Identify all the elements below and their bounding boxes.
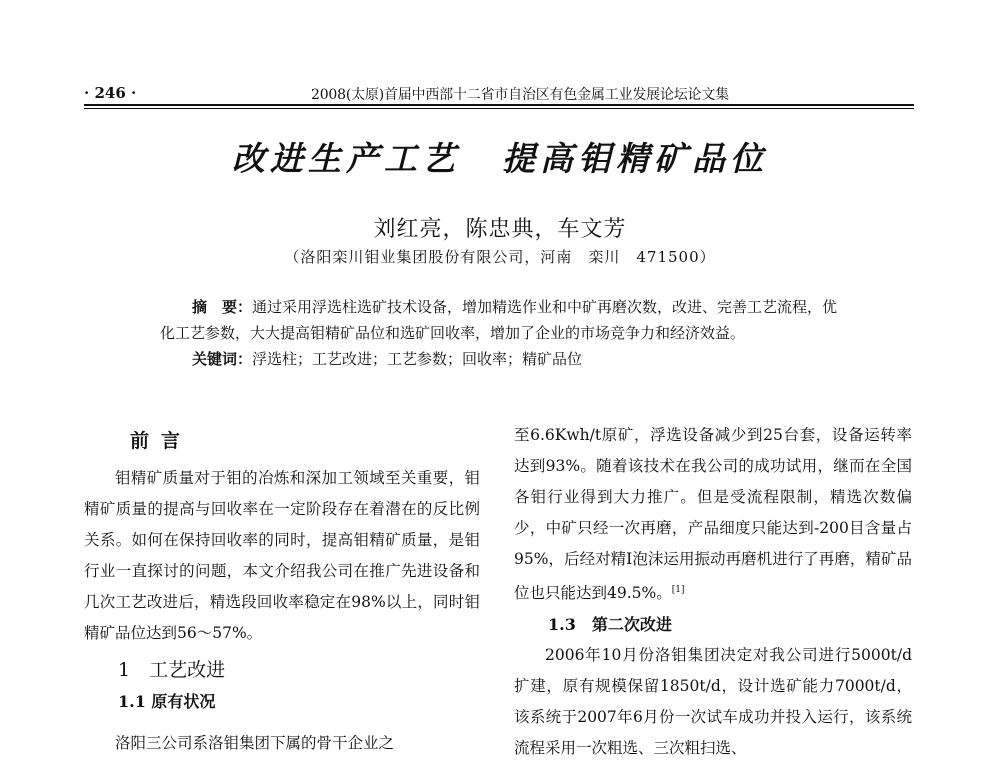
cutoff-line: 洛阳三公司系洛钼集团下属的骨干企业之 [115, 734, 395, 752]
keywords-paragraph [160, 346, 850, 372]
header-rule-thick [84, 104, 914, 106]
continued-paragraph [514, 420, 912, 609]
abstract-text: 通过采用浮选柱选矿技术设备，增加精选作业和中矿再磨次数，改进、完善工艺流程，优化工艺参数，大大提高钼精矿品位和选矿回收率，增加了企业的市场竞争力和经济效益。 [160, 298, 838, 342]
intro-heading: 前言 [130, 430, 193, 452]
affiliation: （洛阳栾川钼业集团股份有限公司，河南 栾川 471500） [284, 248, 716, 266]
header-rule-thin [84, 108, 914, 109]
right-column [514, 420, 912, 764]
paper-title [0, 133, 1000, 180]
abstract-paragraph [160, 294, 850, 346]
subsection-1-3-heading: 1.3 第二次改进 [548, 615, 672, 635]
running-header: 2008(太原)首届中西部十二省市自治区有色金属工业发展论坛论文集 [311, 87, 729, 103]
keywords-label: 关键词： [192, 350, 253, 368]
citation-ref: [1] [671, 585, 685, 595]
page-number: · 246 · [84, 84, 137, 102]
subsection-1-1-heading: 1.1 原有状况 [118, 692, 216, 711]
title-part-2: 提高钼精矿品位 [502, 139, 768, 178]
cutoff-line-wrapper [84, 728, 480, 760]
abstract-label: 摘 要： [192, 298, 253, 316]
continued-text: 至6.6Kwh/t原矿，浮选设备减少到25台套，设备运转率达到93%。随着该技术在我公司的成功试用，继而在全国各钼行业得到大力推广。但是受流程限制，精选次数偏少，中矿只经一次再磨，产品细度只能达到-200目含量占95%，后经对精Ⅰ泡沫运用振动再磨机进行了再磨，精矿品位也只能达到49.5%。 [514, 426, 912, 603]
title-part-1: 改进生产工艺 [232, 139, 460, 178]
authors: 刘红亮，陈忠典，车文芳 [373, 217, 627, 242]
section-1-heading: 1 工艺改进 [118, 659, 226, 681]
subsection-1-3-paragraph: 2006年10月份洛钼集团决定对我公司进行5000t/d扩建，原有规模保留1850t/d，设计选矿能力7000t/d，该系统于2007年6月份一次试车成功并投入运行，该系统流程采用一次粗选、三次粗扫选、 [514, 646, 912, 758]
intro-paragraph: 钼精矿质量对于钼的冶炼和深加工领域至关重要，钼精矿质量的提高与回收率在一定阶段存在着潜在的反比例关系。如何在保持回收率的同时，提高钼精矿质量，是钼行业一直探讨的问题，本文介绍我公司在推广先进设备和几次工艺改进后，精选段回收率稳定在98%以上，同时钼精矿品位达到56～57%。 [84, 469, 480, 642]
keywords-text: 浮选柱；工艺改进；工艺参数；回收率；精矿品位 [252, 350, 583, 368]
abstract-block [160, 294, 850, 372]
left-column [84, 426, 480, 717]
